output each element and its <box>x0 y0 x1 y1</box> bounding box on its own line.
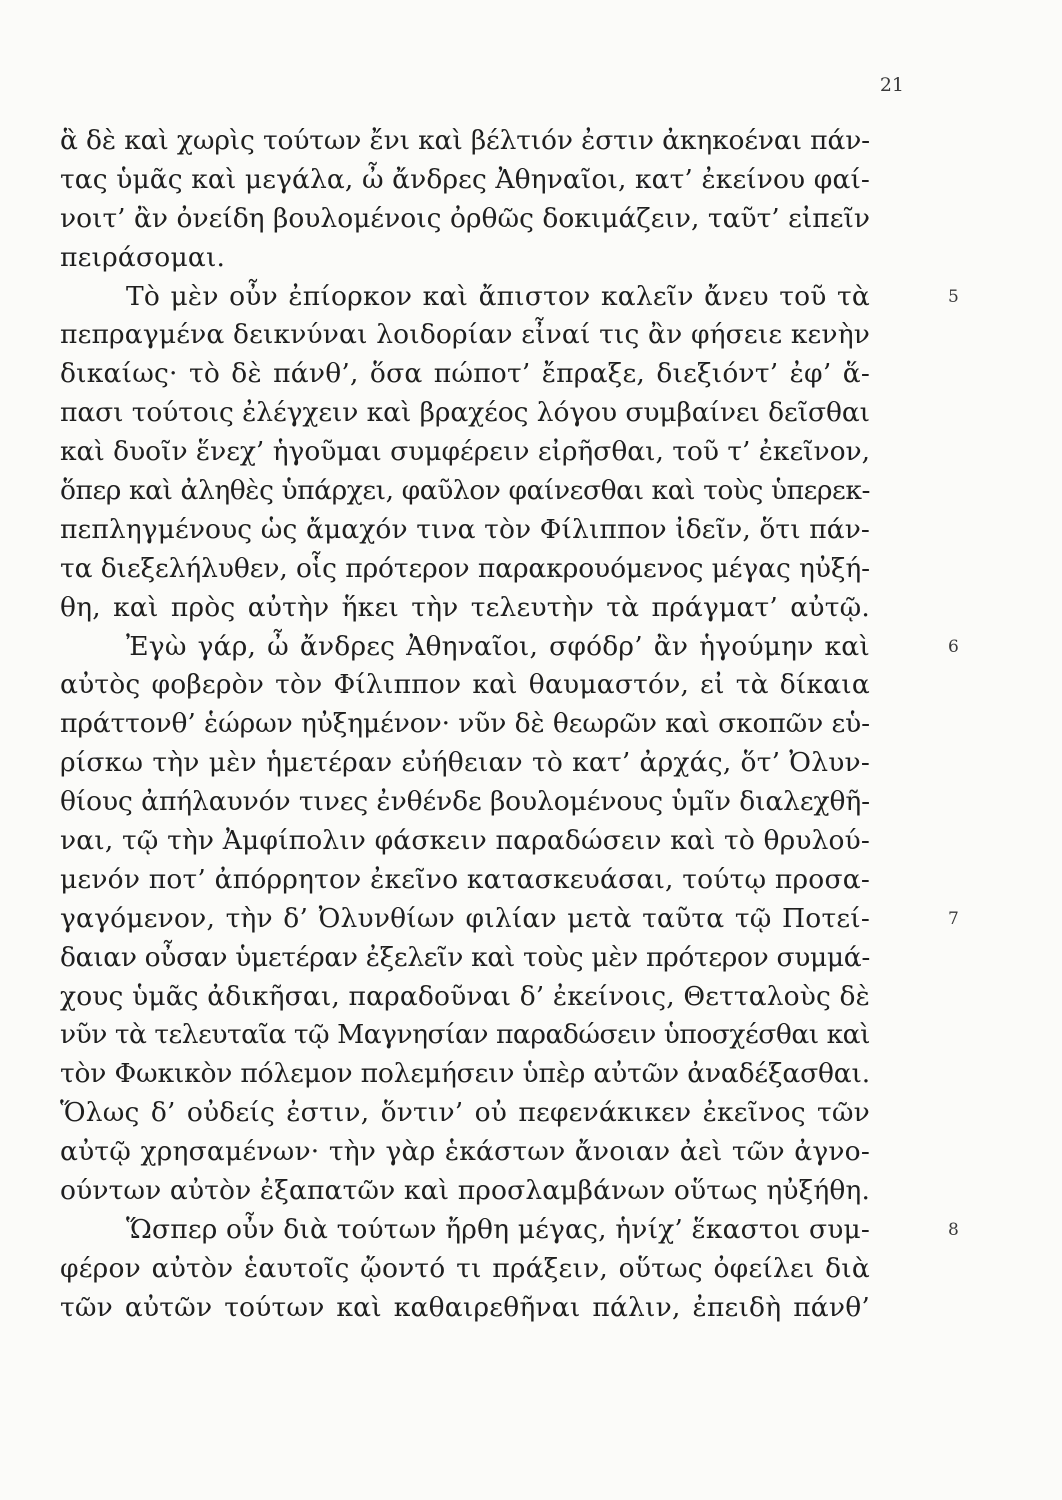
text-line-content: ὅπερ καὶ ἀληθὲς ὑπάρχει, φαῦλον φαίνεσθαι καὶ τοὺς ὑπερεκ- <box>60 475 870 507</box>
text-line <box>60 666 928 705</box>
text-line <box>60 511 928 550</box>
text-line <box>60 316 928 355</box>
text-line <box>60 1250 928 1289</box>
text-line-content: θη, καὶ πρὸς αὐτὴν ἥκει τὴν τελευτὴν τὰ πράγματ’ αὐτῷ. <box>60 591 870 623</box>
text-line <box>60 822 928 861</box>
text-line-content: τῶν αὐτῶν τούτων καὶ καθαιρεθῆναι πάλιν, ἐπειδὴ πάνθ’ <box>60 1291 870 1323</box>
text-line-content: Ὅλως δ’ οὐδείς ἐστιν, ὅντιν’ οὐ πεφενάκικεν ἐκεῖνος τῶν <box>60 1097 870 1129</box>
text-line <box>60 239 928 278</box>
text-line <box>60 978 928 1017</box>
text-line <box>60 200 928 239</box>
text-line-content: πειράσομαι. <box>60 241 226 273</box>
text-line <box>60 705 928 744</box>
text-line-content: αὐτὸς φοβερὸν τὸν Φίλιππον καὶ θαυμαστόν, εἰ τὰ δίκαια <box>60 669 870 701</box>
text-line-content: αὐτῷ χρησαμένων· τὴν γὰρ ἑκάστων ἄνοιαν ἀεὶ τῶν ἀγνο- <box>60 1136 870 1168</box>
text-line-content: δαιαν οὖσαν ὑμετέραν ἐξελεῖν καὶ τοὺς μὲν πρότερον συμμά- <box>60 941 870 973</box>
text-line-content: τα διεξελήλυθεν, οἷς πρότερον παρακρουόμενος μέγας ηὐξή- <box>60 552 870 584</box>
text-line-content: ἃ δὲ καὶ χωρὶς τούτων ἔνι καὶ βέλτιόν ἐστιν ἀκηκοέναι πάν- <box>60 125 870 156</box>
text-line-content: τας ὑμᾶς καὶ μεγάλα, ὦ ἄνδρες Ἀθηναῖοι, κατ’ ἐκείνου φαί- <box>60 163 870 195</box>
text-line <box>60 1016 928 1055</box>
text-line <box>60 589 928 628</box>
text-line-content: τὸν Φωκικὸν πόλεμον πολεμήσειν ὑπὲρ αὐτῶν ἀναδέξασθαι. <box>60 1058 870 1090</box>
text-line <box>60 161 928 200</box>
text-line-content: Ὥσπερ οὖν διὰ τούτων ἤρθη μέγας, ἡνίχ’ ἕκαστοι συμ- <box>126 1213 870 1245</box>
text-line <box>60 278 960 317</box>
text-line-content: πεπληγμένους ὡς ἄμαχόν τινα τὸν Φίλιππον ἰδεῖν, ὅτι πάν- <box>60 513 870 545</box>
text-line-content: ούντων αὐτὸν ἐξαπατῶν καὶ προσλαμβάνων οὕτως ηὐξήθη. <box>60 1175 870 1207</box>
text-line <box>60 1055 928 1094</box>
text-line-content: πράττονθ’ ἑώρων ηὐξημένον· νῦν δὲ θεωρῶν καὶ σκοπῶν εὑ- <box>60 708 870 740</box>
text-line <box>60 1094 928 1133</box>
text-line <box>60 1211 960 1250</box>
text-line-content: Ἐγὼ γάρ, ὦ ἄνδρες Ἀθηναῖοι, σφόδρ’ ἂν ἡγούμην καὶ <box>126 630 870 662</box>
text-line <box>60 628 960 667</box>
text-line-content: νῦν τὰ τελευταῖα τῷ Μαγνησίαν παραδώσειν ὑποσχέσθαι καὶ <box>60 1019 870 1051</box>
text-line-content: θίους ἀπήλαυνόν τινες ἐνθένδε βουλομένους ὑμῖν διαλεχθῆ- <box>60 786 870 818</box>
text-line <box>60 939 928 978</box>
text-line-content: πασι τούτοις ἐλέγχειν καὶ βραχέος λόγου συμβαίνει δεῖσθαι <box>60 397 870 429</box>
page-number: 21 <box>879 74 904 96</box>
text-line <box>60 472 928 511</box>
text-line-content: ναι, τῷ τὴν Ἀμφίπολιν φάσκειν παραδώσειν καὶ τὸ θρυλού- <box>60 825 870 857</box>
text-line <box>60 1289 928 1328</box>
text-line-content: ρίσκω τὴν μὲν ἡμετέραν εὐήθειαν τὸ κατ’ ἀρχάς, ὅτ’ Ὀλυν- <box>60 747 870 779</box>
text-line <box>60 355 928 394</box>
text-line <box>60 1172 928 1211</box>
text-line <box>60 783 928 822</box>
body-text <box>60 122 960 1328</box>
section-number: 8 <box>948 1219 960 1240</box>
text-line <box>60 744 928 783</box>
text-line <box>60 122 928 161</box>
text-line-content: μενόν ποτ’ ἀπόρρητον ἐκεῖνο κατασκευάσαι, τούτῳ προσα- <box>60 863 870 895</box>
text-line-content: φέρον αὐτὸν ἑαυτοῖς ᾤοντό τι πράξειν, οὕτως ὀφείλει διὰ <box>60 1252 870 1284</box>
text-line <box>60 433 928 472</box>
text-line-content: χους ὑμᾶς ἀδικῆσαι, παραδοῦναι δ’ ἐκείνοις, Θετταλοὺς δὲ <box>60 980 870 1012</box>
text-line-content: γαγόμενον, τὴν δ’ Ὀλυνθίων φιλίαν μετὰ ταῦτα τῷ Ποτεί- <box>60 902 870 934</box>
text-line <box>60 900 960 939</box>
text-line-content: νοιτ’ ἂν ὀνείδη βουλομένοις ὀρθῶς δοκιμάζειν, ταῦτ’ εἰπεῖν <box>60 202 870 234</box>
text-line <box>60 861 928 900</box>
text-line <box>60 1133 928 1172</box>
text-line-content: δικαίως· τὸ δὲ πάνθ’, ὅσα πώποτ’ ἔπραξε, διεξιόντ’ ἐφ’ ἅ- <box>60 358 870 390</box>
section-number: 5 <box>948 286 960 307</box>
section-number: 7 <box>948 908 960 929</box>
text-line-content: πεπραγμένα δεικνύναι λοιδορίαν εἶναί τις ἂν φήσειε κενὴν <box>60 319 870 351</box>
text-line-content: Τὸ μὲν οὖν ἐπίορκον καὶ ἄπιστον καλεῖν ἄνευ τοῦ τὰ <box>126 280 870 312</box>
text-line <box>60 550 928 589</box>
text-line-content: καὶ δυοῖν ἕνεχ’ ἡγοῦμαι συμφέρειν εἰρῆσθαι, τοῦ τ’ ἐκεῖνον, <box>60 436 870 468</box>
text-line <box>60 394 928 433</box>
section-number: 6 <box>948 636 960 657</box>
